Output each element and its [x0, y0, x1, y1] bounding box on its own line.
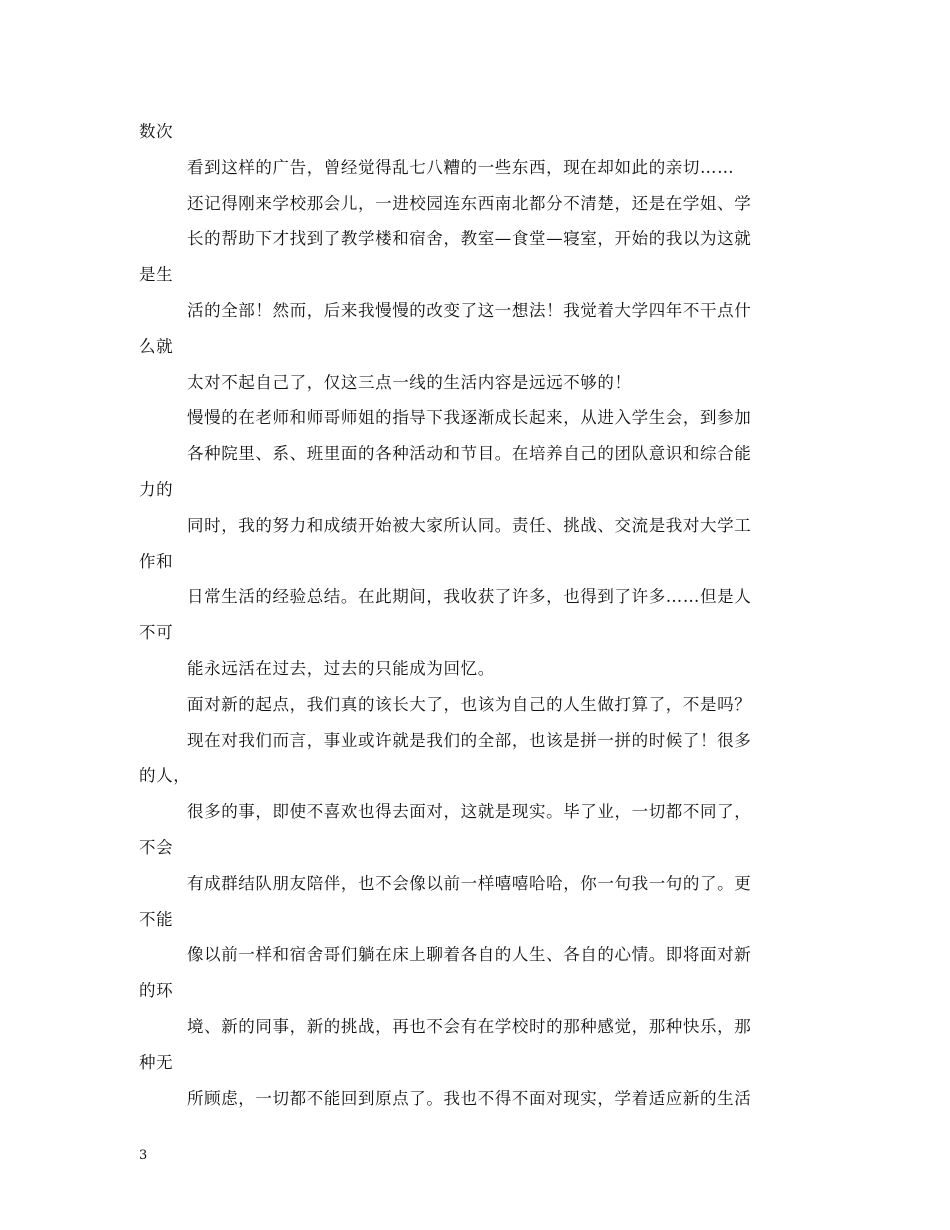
document-body [139, 114, 819, 1116]
text-line: 活的全部！然而，后来我慢慢的改变了这一想法！我觉着大学四年不干点什 [187, 300, 752, 320]
text-line: 数次 [139, 122, 174, 141]
text-line: 不会 [139, 837, 174, 857]
text-line: 的人， [139, 766, 191, 786]
text-line: 所顾虑，一切都不能回到原点了。我也不得不面对现实，学着适应新的生活 [187, 1088, 752, 1108]
text-line: 看到这样的广告，曾经觉得乱七八糟的一些东西，现在却如此的亲切…… [187, 157, 735, 177]
text-line: 的环 [139, 981, 174, 1001]
text-line: 很多的事，即使不喜欢也得去面对，这就是现实。毕了业，一切都不同了， [187, 802, 752, 822]
text-line: 现在对我们而言，事业或许就是我们的全部，也该是拼一拼的时候了！很多 [187, 730, 752, 750]
text-line: 不可 [139, 623, 174, 643]
text-line: 是生 [139, 265, 174, 285]
text-line: 像以前一样和宿舍哥们躺在床上聊着各自的人生、各自的心情。即将面对新 [187, 945, 752, 965]
text-line: 不能 [139, 909, 174, 929]
page-number: 3 [139, 1148, 148, 1163]
text-line: 太对不起自己了，仅这三点一线的生活内容是远远不够的！ [187, 372, 632, 392]
text-line: 境、新的同事，新的挑战，再也不会有在学校时的那种感觉，那种快乐，那 [187, 1016, 752, 1036]
text-line: 种无 [139, 1052, 174, 1072]
text-line: 长的帮助下才找到了教学楼和宿舍，教室—食堂—寝室，开始的我以为这就 [187, 229, 752, 249]
text-line: 有成群结队朋友陪伴，也不会像以前一样嘻嘻哈哈，你一句我一句的了。更 [187, 873, 752, 893]
text-line: 还记得刚来学校那会儿，一进校园连东西南北都分不清楚，还是在学姐、学 [187, 193, 752, 213]
text-line: 面对新的起点，我们真的该长大了，也该为自己的人生做打算了，不是吗？ [187, 694, 752, 714]
text-line: 么就 [139, 336, 174, 356]
text-line: 各种院里、系、班里面的各种活动和节目。在培养自己的团队意识和综合能 [187, 444, 752, 464]
text-line: 作和 [139, 551, 174, 571]
text-line: 日常生活的经验总结。在此期间，我收获了许多，也得到了许多……但是人 [187, 587, 752, 607]
text-line: 同时，我的努力和成绩开始被大家所认同。责任、挑战、交流是我对大学工 [187, 515, 752, 535]
text-line: 能永远活在过去，过去的只能成为回忆。 [187, 658, 495, 678]
text-line: 力的 [139, 479, 174, 499]
text-line: 慢慢的在老师和师哥师姐的指导下我逐渐成长起来，从进入学生会，到参加 [187, 408, 752, 428]
